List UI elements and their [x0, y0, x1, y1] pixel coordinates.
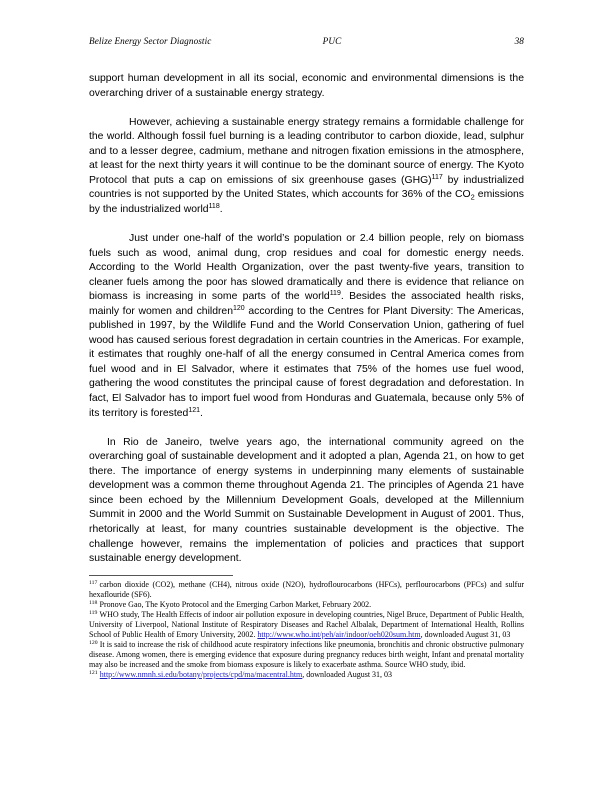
paragraph-biomass	[89, 232, 524, 421]
page-header	[89, 36, 524, 46]
footnote-text-after: , downloaded August 31, 03	[302, 670, 393, 679]
body-text	[89, 72, 524, 567]
paragraph-continuation	[89, 72, 524, 101]
footnote-text: carbon dioxide (CO2), methane (CH4), nitrous oxide (N2O), hydroflourocarbons (HFCs), perflourocarbons (PFCs) and sulfur hexaflouride (SF6).	[89, 580, 524, 599]
paragraph-text: support human development in all its social, economic and environmental dimensions is the overarching driver of a sustainable energy strategy.	[89, 73, 524, 99]
paragraph-text-segment: .	[200, 407, 203, 419]
footnote-reference-121[interactable]: 121	[188, 406, 201, 414]
subscript-two: 2	[470, 192, 475, 202]
footnote-text-after: , downloaded August 31, 03	[420, 630, 511, 639]
footnote-number: 121	[89, 669, 98, 676]
paragraph-rio	[89, 436, 524, 567]
footnote-text: It is said to increase the risk of childhood acute respiratory infections like pneumonia, bronchitis and chronic obstructive pulmonary disease. Among women, there is emerging evidence that exposure during pregnancy reduces birth weight, Infant and prenatal mortality may also be increased and the smoke from biomass exposure is likely to exacerbate asthma. Source WHO study, ibid.	[89, 640, 524, 669]
paragraph-however	[89, 116, 524, 218]
paragraph-text: In Rio de Janeiro, twelve years ago, the international community agreed on the overarching goal of sustainable development and it adopted a plan, Agenda 21, on how to get there. The importance of energy systems in underpinning many elements of sustainable development was a common theme throughout Agenda 21. The principles of Agenda 21 have since been echoed by the Millennium Development Goals, developed at the Millennium Summit in 2000 and the World Summit on Sustainable Development in August of 2001. Thus, rhetorically at least, for many countries sustainable development is the objective. The challenge however, remains the implementation of policies and practices that support sustainable energy development.	[89, 436, 524, 565]
footnote-117	[89, 580, 524, 600]
paragraph-text-segment: emissions by the industrialized world	[89, 189, 525, 215]
footnote-link-nmnh[interactable]: http://www.nmnh.si.edu/botany/projects/cpd/ma/macentral.htm	[99, 670, 303, 679]
footnote-number: 119	[89, 609, 98, 616]
header-organization: PUC	[322, 36, 342, 46]
header-document-title: Belize Energy Sector Diagnostic	[89, 36, 212, 46]
footnote-121	[89, 670, 524, 680]
paragraph-text-segment: Just under one-half of the world’s population or 2.4 billion people, rely on biomass fuels such as wood, animal dung, crop residues and coal for domestic energy needs. According to the World Health Organization, over the past twenty-five years, transition to cleaner fuels among the poor has slowed dramatically and there is evidence that reliance on biomass is increasing in some parts of the world	[89, 233, 524, 303]
footnote-area	[89, 575, 524, 680]
paragraph-text-segment: .	[219, 203, 223, 215]
paragraph-text-segment: according to the Centres for Plant Diversity: The Americas, published in 1997, by the Wildlife Fund and the World Conservation Union, gathering of fuel wood has caused serious forest degradation in certain countries in the Americas. For example, it estimates that roughly one-half of all the energy consumed in Central America comes from fuel wood and in El Salvador, where it estimates that 75% of the homes use fuel wood, gathering the wood constitutes the principal cause of forest degradation and deforestation. In fact, El Salvador has to import fuel wood from Honduras and Guatemala, because only 5% of its territory is forested	[89, 305, 524, 419]
footnote-reference-118[interactable]: 118	[208, 202, 220, 210]
footnote-120	[89, 640, 524, 670]
footnote-reference-120[interactable]: 120	[233, 304, 245, 312]
page-number: 38	[514, 36, 524, 46]
footnote-link-who[interactable]: http://www.who.int/peh/air/indoor/oeh020sum.htm	[257, 630, 421, 639]
footnote-separator-rule	[89, 575, 233, 576]
footnote-text: WHO study, The Health Effects of indoor air pollution exposure in developing countries, Nigel Bruce, Department of Public Health, University of Liverpool, National Institute of Respiratory Diseases and Rachel Albalak, Department of International Health, Rollins School of Public Health of Emory University, 2002.	[89, 610, 524, 639]
footnote-number: 120	[89, 639, 98, 646]
footnote-number: 118	[89, 599, 98, 606]
paragraph-text-segment: by industrialized countries is not supported by the United States, which accounts for 36% of the CO	[89, 174, 524, 201]
footnote-reference-117[interactable]: 117	[431, 173, 443, 181]
paragraph-text-segment: . Besides the associated health risks, mainly for women and children	[89, 291, 524, 317]
footnote-119	[89, 610, 524, 640]
paragraph-text-segment: However, achieving a sustainable energy strategy remains a formidable challenge for the world. Although fossil fuel burning is a leading contributor to carbon dioxide, lead, sulphur and to a lesser degree, cadmium, methane and nitrogen fixation emissions in the atmosphere, at least for the next thirty years it will continue to be the dominant source of energy. The Kyoto Protocol that puts a cap on emissions of six greenhouse gases (GHG)	[89, 116, 524, 186]
footnote-reference-119[interactable]: 119	[329, 290, 341, 298]
footnote-118	[89, 600, 524, 610]
footnote-text: Pronove Gao, The Kyoto Protocol and the Emerging Carbon Market, February 2002.	[99, 600, 372, 609]
footnote-number: 117	[89, 579, 98, 586]
